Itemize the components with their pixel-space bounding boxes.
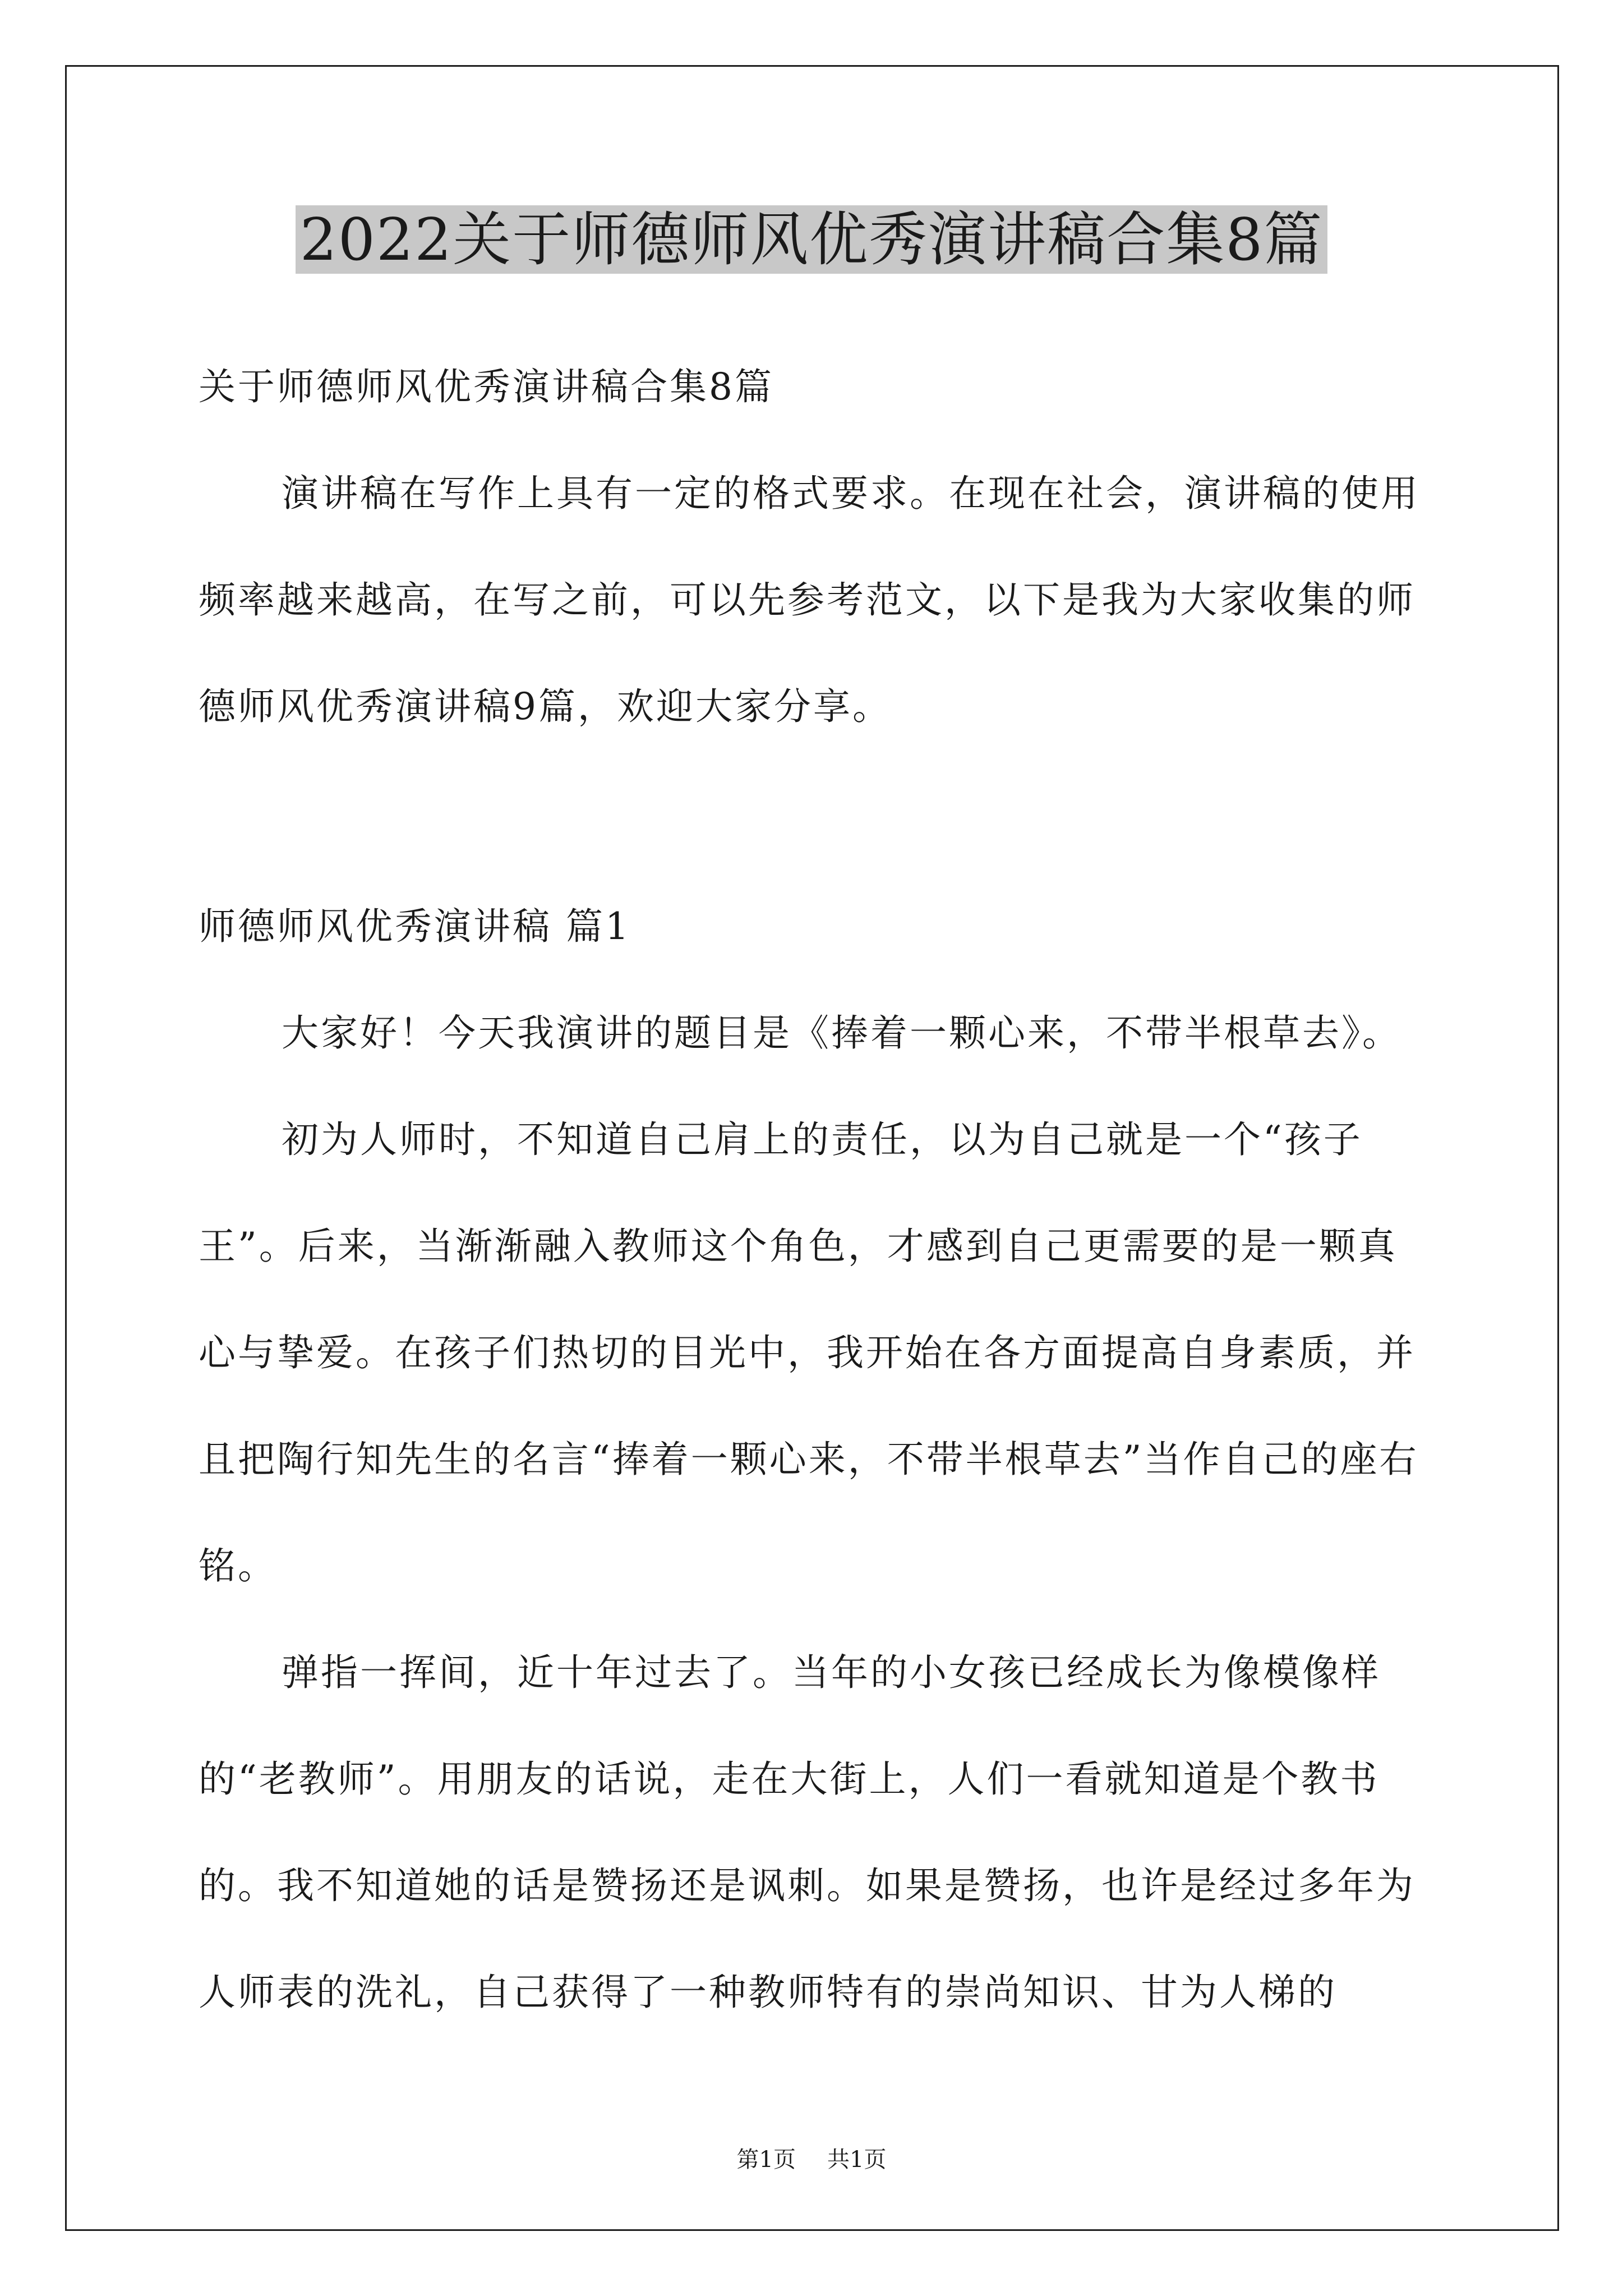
intro-paragraph: 演讲稿在写作上具有一定的格式要求。在现在社会，演讲稿的使用频率越来越高，在写之前，可以先参考范文，以下是我为大家收集的师德师风优秀演讲稿9篇，欢迎大家分享。 [199, 472, 1420, 728]
document-body-main [199, 873, 1432, 2046]
page-footer [0, 2143, 1623, 2177]
document-title [0, 197, 1623, 282]
document-title-text: 2022关于师德师风优秀演讲稿合集8篇 [296, 205, 1328, 274]
section-heading: 师德师风优秀演讲稿 篇1 [199, 905, 631, 948]
page-number-current: 第1页 [736, 2147, 796, 2173]
body-paragraph: 初为人师时，不知道自己肩上的责任，以为自己就是一个“孩子王”。后来，当渐渐融入教师这个角色，才感到自己更需要的是一颗真心与挚爱。在孩子们热切的目光中，我开始在各方面提高自身素质，并且把陶行知先生的名言“捧着一颗心来，不带半根草去”当作自己的座右铭。 [199, 1118, 1419, 1588]
document-body-top [199, 334, 1432, 760]
body-paragraph: 弹指一挥间，近十年过去了。当年的小女孩已经成长为像模像样的“老教师”。用朋友的话说，走在大街上，人们一看就知道是个教书的。我不知道她的话是赞扬还是讽刺。如果是赞扬，也许是经过多年为人师表的洗礼，自己获得了一种教师特有的崇尚知识、甘为人梯的 [199, 1651, 1415, 2014]
subtitle: 关于师德师风优秀演讲稿合集8篇 [199, 365, 774, 408]
body-paragraph: 大家好！今天我演讲的题目是《捧着一颗心来，不带半根草去》。 [282, 1011, 1401, 1055]
page-number-total: 共1页 [827, 2147, 887, 2173]
